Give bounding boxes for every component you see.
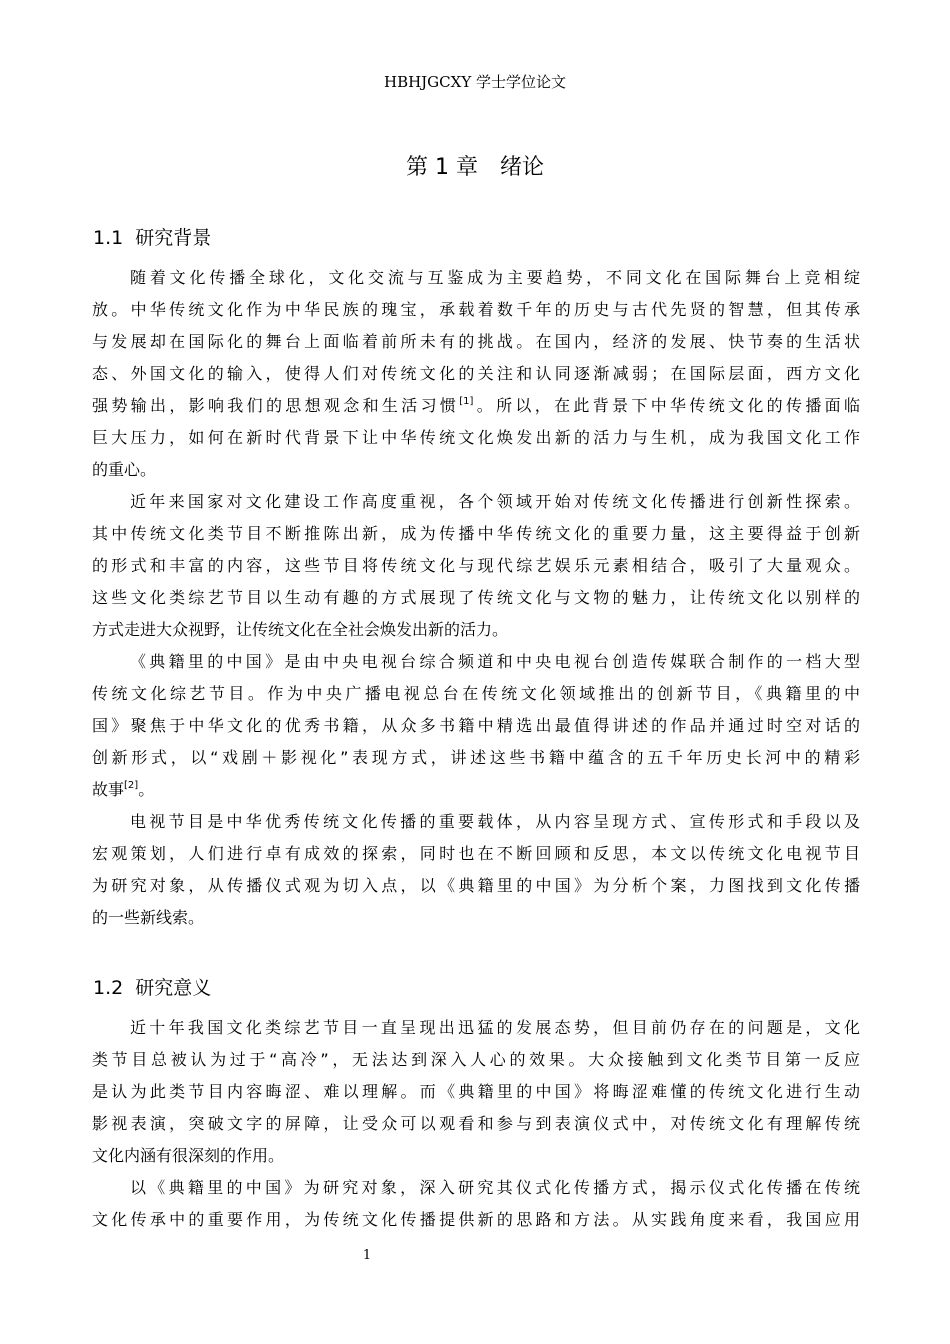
text-line: 《典籍里的中国》是由中央电视台综合频道和中央电视台创造传媒联合制作的一档大型: [130, 652, 860, 671]
chapter-number: 第 1 章: [406, 155, 478, 180]
section-body-1-2: [92, 1012, 860, 1236]
section-heading-1-1: [93, 224, 211, 252]
text-line: 这些文化类综艺节目以生动有趣的方式展现了传统文化与文物的魅力，让传统文化以别样的: [92, 588, 860, 607]
text-line: 的重心。: [92, 460, 157, 479]
paragraph: [92, 1172, 860, 1236]
text-line: 其中传统文化类节目不断推陈出新，成为传播中华传统文化的重要力量，这主要得益于创新: [92, 524, 860, 543]
running-header: HBHJGCXY 学士学位论文: [383, 73, 566, 91]
text-line: 国》聚焦于中华文化的优秀书籍，从众多书籍中精选出最值得讲述的作品并通过时空对话的: [92, 716, 860, 735]
text-line: 是认为此类节目内容晦涩、难以理解。而《典籍里的中国》将晦涩难懂的传统文化进行生动: [92, 1082, 860, 1101]
text-line: 文化内涵有很深刻的作用。: [92, 1146, 285, 1165]
text-line: 宏观策划，人们进行卓有成效的探索，同时也在不断回顾和反思，本文以传统文化电视节目: [92, 844, 860, 863]
text-line: 故事[2]。: [92, 780, 155, 799]
section-heading-1-2: [93, 974, 211, 1002]
text-line: 放。中华传统文化作为中华民族的瑰宝，承载着数千年的历史与古代先贤的智慧，但其传承: [92, 300, 860, 319]
text-line: 方式走进大众视野，让传统文化在全社会焕发出新的活力。: [92, 620, 509, 639]
text-line: 随着文化传播全球化，文化交流与互鉴成为主要趋势，不同文化在国际舞台上竞相绽: [130, 268, 860, 287]
paragraph: [92, 262, 860, 486]
section-number: 1.1: [93, 227, 124, 249]
text-line: 类节目总被认为过于“高冷”，无法达到深入人心的效果。大众接触到文化类节目第一反应: [92, 1050, 860, 1069]
text-line: 影视表演，突破文字的屏障，让受众可以观看和参与到表演仪式中，对传统文化有理解传统: [92, 1114, 860, 1133]
citation-marker: [1]: [459, 396, 474, 407]
section-body-1-1: [92, 262, 860, 934]
text-line: 态、外国文化的输入，使得人们对传统文化的关注和认同逐渐减弱；在国际层面，西方文化: [92, 364, 860, 383]
text-line: 的一些新线索。: [92, 908, 205, 927]
paragraph: [92, 1012, 860, 1172]
text-line: 创新形式，以“戏剧＋影视化”表现方式，讲述这些书籍中蕴含的五千年历史长河中的精彩: [92, 748, 860, 767]
chapter-name: 绪论: [499, 155, 544, 180]
paragraph: [92, 806, 860, 934]
text-line: 强势输出，影响我们的思想观念和生活习惯[1]。所以，在此背景下中华传统文化的传播面临: [92, 396, 860, 415]
citation-marker: [2]: [124, 780, 139, 791]
text-line: 传统文化综艺节目。作为中央广播电视总台在传统文化领域推出的创新节目，《典籍里的中: [92, 684, 860, 703]
text-line: 为研究对象，从传播仪式观为切入点，以《典籍里的中国》为分析个案，力图找到文化传播: [92, 876, 860, 895]
chapter-title: [0, 152, 950, 184]
section-title: 研究意义: [135, 977, 212, 999]
text-line: 电视节目是中华优秀传统文化传播的重要载体，从内容呈现方式、宣传形式和手段以及: [130, 812, 860, 831]
paragraph: [92, 486, 860, 646]
text-line: 以《典籍里的中国》为研究对象，深入研究其仪式化传播方式，揭示仪式化传播在传统: [130, 1178, 860, 1197]
text-line: 与发展却在国际化的舞台上面临着前所未有的挑战。在国内，经济的发展、快节奏的生活状: [92, 332, 860, 351]
text-line: 近十年我国文化类综艺节目一直呈现出迅猛的发展态势，但目前仍存在的问题是，文化: [130, 1018, 860, 1037]
text-line: 文化传承中的重要作用，为传统文化传播提供新的思路和方法。从实践角度来看，我国应用: [92, 1210, 860, 1229]
page-number: 1: [362, 1248, 372, 1263]
text-line: 巨大压力，如何在新时代背景下让中华传统文化焕发出新的活力与生机，成为我国文化工作: [92, 428, 860, 447]
section-title: 研究背景: [135, 227, 212, 249]
text-line: 的形式和丰富的内容，这些节目将传统文化与现代综艺娱乐元素相结合，吸引了大量观众。: [92, 556, 860, 575]
section-number: 1.2: [93, 977, 124, 999]
text-line: 近年来国家对文化建设工作高度重视，各个领域开始对传统文化传播进行创新性探索。: [130, 492, 860, 511]
paragraph: [92, 646, 860, 806]
